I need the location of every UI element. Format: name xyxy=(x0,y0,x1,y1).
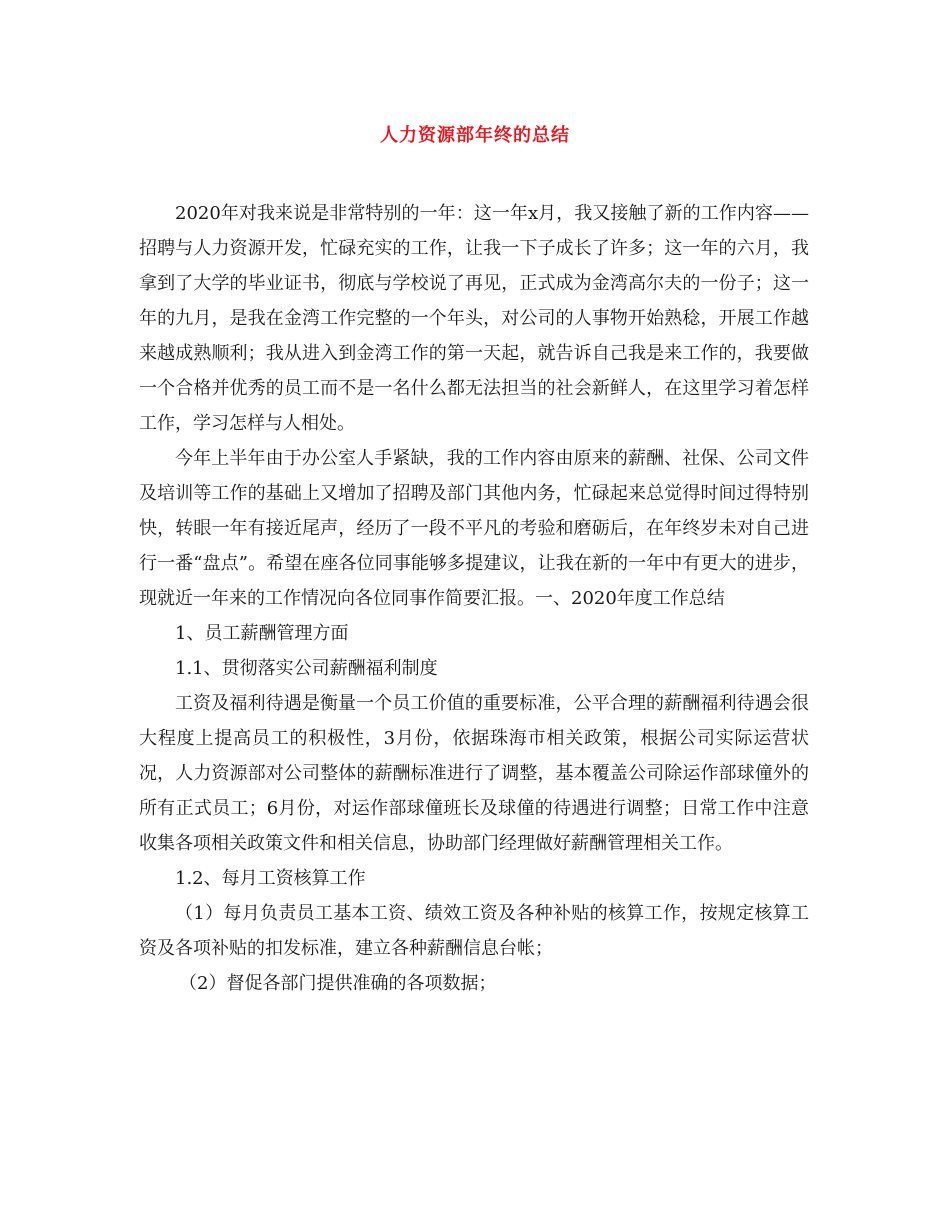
document-title: 人力资源部年终的总结 xyxy=(380,125,570,146)
section-heading-salary: 1、员工薪酬管理方面 xyxy=(175,623,349,644)
list-item-payroll-2: （2）督促各部门提供准确的各项数据； xyxy=(179,973,497,994)
subsection-heading-monthly-payroll: 1.2、每月工资核算工作 xyxy=(175,868,366,889)
paragraph-workload: 今年上半年由于办公室人手紧缺，我的工作内容由原来的薪酬、社保、公司文件及培训等工作的基础上又增加了招聘及部门其他内务，忙碌起来总觉得时间过得特别快，转眼一年有接近尾声，经历了一段不平凡的考验和磨砺后，在年终岁未对自己进行一番“盘点”。希望在座各位同事能够多提建议，让我在新的一年中有更大的进步，现就近一年来的工作情况向各位同事作简要汇报。一、2020年度工作总结 xyxy=(139,448,809,609)
list-item-payroll-1: （1）每月负责员工基本工资、绩效工资及各种补贴的核算工作，按规定核算工资及各项补贴的扣发标准，建立各种薪酬信息台帐； xyxy=(139,903,809,959)
subsection-heading-policy: 1.1、贯彻落实公司薪酬福利制度 xyxy=(175,658,438,679)
document-body xyxy=(139,196,809,1001)
paragraph-salary-policy: 工资及福利待遇是衡量一个员工价值的重要标准，公平合理的薪酬福利待遇会很大程度上提高员工的积极性，3月份，依据珠海市相关政策，根据公司实际运营状况，人力资源部对公司整体的薪酬标准进行了调整，基本覆盖公司除运作部球僮外的所有正式员工；6月份，对运作部球僮班长及球僮的待遇进行调整；日常工作中注意收集各项相关政策文件和相关信息，协助部门经理做好薪酬管理相关工作。 xyxy=(139,693,809,854)
paragraph-intro: 2020年对我来说是非常特别的一年：这一年x月，我又接触了新的工作内容——招聘与人力资源开发，忙碌充实的工作，让我一下子成长了许多；这一年的六月，我拿到了大学的毕业证书，彻底与学校说了再见，正式成为金湾高尔夫的一份子；这一年的九月，是我在金湾工作完整的一个年头，对公司的人事物开始熟稔，开展工作越来越成熟顺利；我从进入到金湾工作的第一天起，就告诉自己我是来工作的，我要做一个合格并优秀的员工而不是一名什么都无法担当的社会新鲜人，在这里学习着怎样工作，学习怎样与人相处。 xyxy=(139,203,809,434)
